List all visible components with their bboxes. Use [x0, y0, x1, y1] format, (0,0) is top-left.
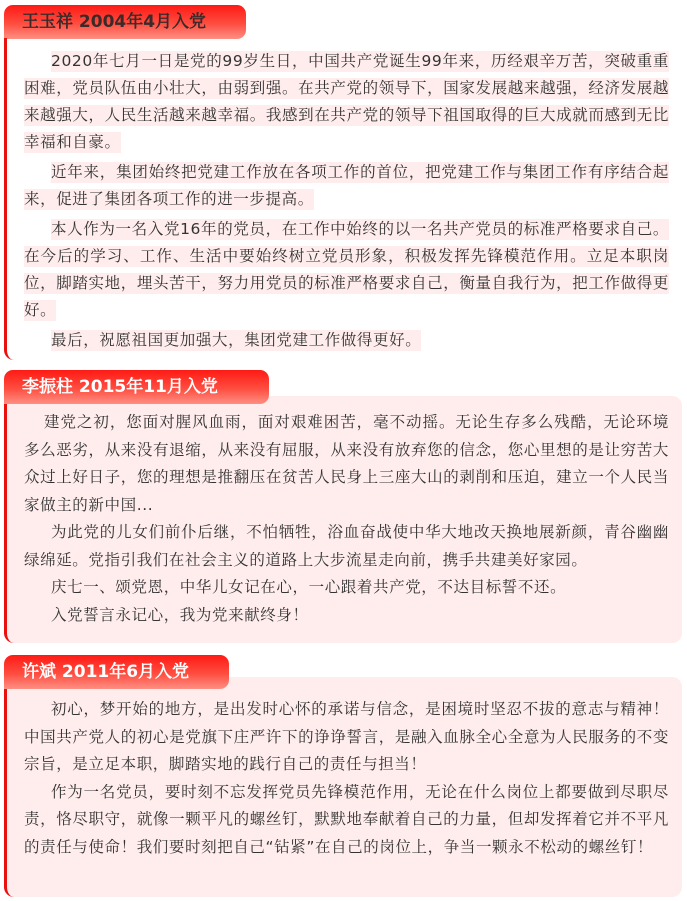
- paragraph: 作为一名党员，要时刻不忘发挥党员先锋模范作用，无论在什么岗位上都要做到尽职尽责，恪尽职守，就像一颗平凡的螺丝钉，默默地奉献着自己的力量，但却发挥着它并不平凡的责任与使命！我们要时刻把自己“钻紧”在自己的岗位上，争当一颗永不松动的螺丝钉！: [24, 782, 669, 856]
- member-section-2: [4, 396, 682, 643]
- paragraph: 2020年七月一日是党的99岁生日，中国共产党诞生99年来，历经艰辛万苦，突破重重困难，党员队伍由小壮大，由弱到强。在共产党的领导下，国家发展越来越强，经济发展越来越强大，人民生活越来越幸福。我感到在共产党的领导下祖国取得的巨大成就而感到无比幸福和自豪。: [24, 52, 669, 151]
- paragraph: 本人作为一名入党16年的党员，在工作中始终的以一名共产党员的标准严格要求自己。在今后的学习、工作、生活中要始终树立党员形象，积极发挥先锋模范作用。立足本职岗位，脚踏实地，埋头苦干，努力用党员的标准严格要求自己，衡量自我行为，把工作做得更好。: [24, 220, 669, 319]
- paragraph: 近年来，集团始终把党建工作放在各项工作的首位，把党建工作与集团工作有序结合起来，促进了集团各项工作的进一步提高。: [24, 163, 669, 208]
- member-header-2: 李振柱 2015年11月入党: [4, 370, 269, 404]
- paragraph: 建党之初，您面对腥风血雨，面对艰难困苦，毫不动摇。无论生存多么残酷，无论环境多么恶劣，从来没有退缩，从来没有屈服，从来没有放弃您的信念，您心里想的是让穷苦大众过上好日子，您的理想是推翻压在贫苦人民身上三座大山的剥削和压迫，建立一个人民当家做主的新中国...: [24, 413, 669, 514]
- paragraph: 初心，梦开始的地方，是出发时心怀的承诺与信念，是困境时坚忍不拔的意志与精神！中国共产党人的初心是党旗下庄严许下的诤诤誓言，是融入血脉全心全意为人民服务的不变宗旨，是立足本职，脚踏实地的践行自己的责任与担当！: [24, 700, 669, 773]
- paragraph: 为此党的儿女们前仆后继，不怕牺牲，浴血奋战使中华大地改天换地展新颜，青谷幽幽绿绵延。党指引我们在社会主义的道路上大步流星走向前，携手共建美好家园。: [24, 523, 669, 569]
- paragraph: 入党誓言永记心，我为党来献终身！: [51, 605, 309, 624]
- paragraph: 最后，祝愿祖国更加强大，集团党建工作做得更好。: [51, 331, 422, 349]
- member-header-3: 许斌 2011年6月入党: [4, 655, 229, 689]
- paragraph: 庆七一、颂党恩，中华儿女记在心，一心跟着共产党，不达目标誓不还。: [51, 578, 567, 596]
- member-section-1: [4, 38, 682, 360]
- member-header-1: 王玉祥 2004年4月入党: [4, 5, 246, 39]
- member-section-3: [4, 677, 682, 897]
